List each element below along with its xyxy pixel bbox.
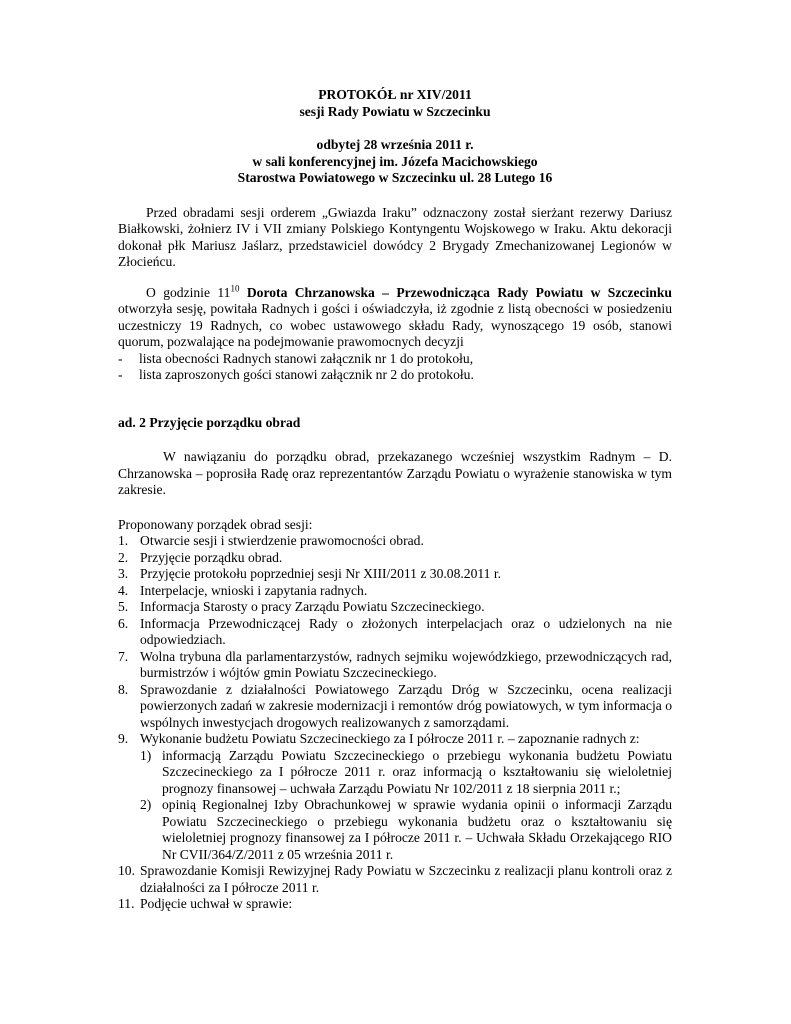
agenda-item: 5. Informacja Starosty o pracy Zarządu Powiatu Szczecineckiego. bbox=[118, 599, 485, 614]
protocol-title: PROTOKÓŁ nr XIV/2011 bbox=[318, 87, 472, 102]
list-item: - lista zaproszonych gości stanowi załącznik nr 2 do protokołu. bbox=[118, 367, 474, 382]
agenda-item: 6. Informacja Przewodniczącej Rady o złożonych interpelacjach oraz o udzielonych na nie odpowiedziach. bbox=[118, 615, 672, 647]
agenda-item: 8. Sprawozdanie z działalności Powiatowego Zarządu Dróg w Szczecinku, ocena realizacji powierzonych zadań w zakresie modernizacji i remontów dróg powiatowych, w tym informacja o wspólnych inwestycjach drogowych realizowanych z samorządami. bbox=[118, 681, 672, 730]
intro-paragraph: Przed obradami sesji orderem „Gwiazda Iraku” odznaczony został sierżant rezerwy Dariusz Białkowski, żołnierz IV i VII zmiany Polskiego Kontyngentu Wojskowego w Iraku. Aktu dekoracji dokonał płk Mariusz Jaślarz, przedstawiciel dowódcy 2 Brygady Zmechanizowanej Legionów w Złocieńcu. bbox=[118, 204, 672, 269]
session-address: Starostwa Powiatowego w Szczecinku ul. 28 Lutego 16 bbox=[237, 170, 553, 185]
opening-time-minutes: 10 bbox=[230, 282, 240, 293]
agenda-item: 10. Sprawozdanie Komisji Rewizyjnej Rady Powiatu w Szczecinku z realizacji planu kontroli oraz z działalności za I półrocze 2011 r. bbox=[118, 863, 672, 895]
agenda-item: 11. Podjęcie uchwał w sprawie: bbox=[118, 896, 293, 911]
opening-paragraph bbox=[118, 282, 672, 351]
list-item: - lista obecności Radnych stanowi załącznik nr 1 do protokołu, bbox=[118, 350, 474, 366]
agenda-intro-paragraph: W nawiązaniu do porządku obrad, przekazanego wcześniej wszystkim Radnym – D. Chrzanowska – poprosiła Radę oraz reprezentantów Zarządu Powiatu o wyrażenie stanowiska w tym zakresie. bbox=[118, 449, 672, 497]
sub-item: 1) informacją Zarządu Powiatu Szczecineckiego o przebiegu wykonania budżetu Powiatu Szczecineckiego za I półrocze 2011 r. oraz informacją o kształtowaniu się wieloletniej prognozy finansowej – uchwała Zarządu Powiatu Nr 102/2011 z 18 sierpnia 2011 r.; bbox=[140, 747, 672, 796]
agenda-list bbox=[118, 533, 672, 913]
session-date: odbytej 28 września 2011 r. bbox=[316, 137, 474, 152]
agenda-item: 1. Otwarcie sesji i stwierdzenie prawomocności obrad. bbox=[118, 533, 424, 548]
sub-item: 2) opinią Regionalnej Izby Obrachunkowej w sprawie wydania opinii o informacji Zarządu Powiatu Szczecineckiego o przebiegu wykonania budżetu oraz o kształtowaniu się wieloletniej prognozy finansowej za I półrocze 2011 r. – Uchwała Składu Orzekającego RIO Nr CVII/364/Z/2011 z 05 września 2011 r. bbox=[140, 797, 672, 862]
session-venue: w sali konferencyjnej im. Józefa Macichowskiego bbox=[252, 153, 538, 169]
document-content bbox=[118, 87, 672, 913]
budget-sublist bbox=[140, 748, 672, 864]
agenda-item: 9. Wykonanie budżetu Powiatu Szczecineckiego za I półrocze 2011 r. – zapoznanie radnych z: 1) informacją Zarządu Powiatu Szczecineckiego o przebiegu wykonania budżetu Powiatu Szczecineckiego za I półrocze 2011 r. oraz informacją o kształtowaniu się wieloletniej prognozy finansowej – uchwała Zarządu Powiatu Nr 102/2011 z 18 sierpnia 2011 r.; 2) opinią Regionalnej Izby Obrachunkowej w sprawie wydania opinii o informacji Zarządu Powiatu Szczecineckiego o przebiegu wykonania budżetu oraz o kształtowaniu się wieloletniej prognozy finansowej za I półrocze 2011 r. – Uchwała Składu Orzekającego RIO Nr CVII/364/Z/2011 z 05 września 2011 r. bbox=[118, 731, 672, 862]
chairperson-name: Dorota Chrzanowska – Przewodnicząca Rady Powiatu w Szczecinku bbox=[246, 284, 672, 300]
section-heading: ad. 2 Przyjęcie porządku obrad bbox=[118, 414, 301, 430]
agenda-item: 7. Wolna trybuna dla parlamentarzystów, radnych sejmiku wojewódzkiego, przewodniczących rad, burmistrzów i wójtów gmin Powiatu Szczecineckiego. bbox=[118, 648, 672, 680]
opening-rest: otworzyła sesję, powitała Radnych i gości i oświadczyła, iż zgodnie z listą obecności w posiedzeniu uczestniczy 19 Radnych, co wobec ustawowego składu Rady, wynoszącego 19 osób, stanowi quorum, pozwalające na podejmowanie prawomocnych decyzji bbox=[118, 301, 672, 349]
agenda-item: 4. Interpelacje, wnioski i zapytania radnych. bbox=[118, 582, 368, 598]
agenda-item: 2. Przyjęcie porządku obrad. bbox=[118, 549, 283, 565]
opening-prefix: O godzinie 11 bbox=[146, 284, 231, 300]
agenda-item: 3. Przyjęcie protokołu poprzedniej sesji Nr XIII/2011 z 30.08.2011 r. bbox=[118, 566, 502, 581]
session-name: sesji Rady Powiatu w Szczecinku bbox=[299, 103, 491, 119]
agenda-list-intro: Proponowany porządek obrad sesji: bbox=[118, 516, 313, 532]
attachments-list bbox=[118, 351, 672, 384]
protocol-header bbox=[118, 87, 672, 187]
